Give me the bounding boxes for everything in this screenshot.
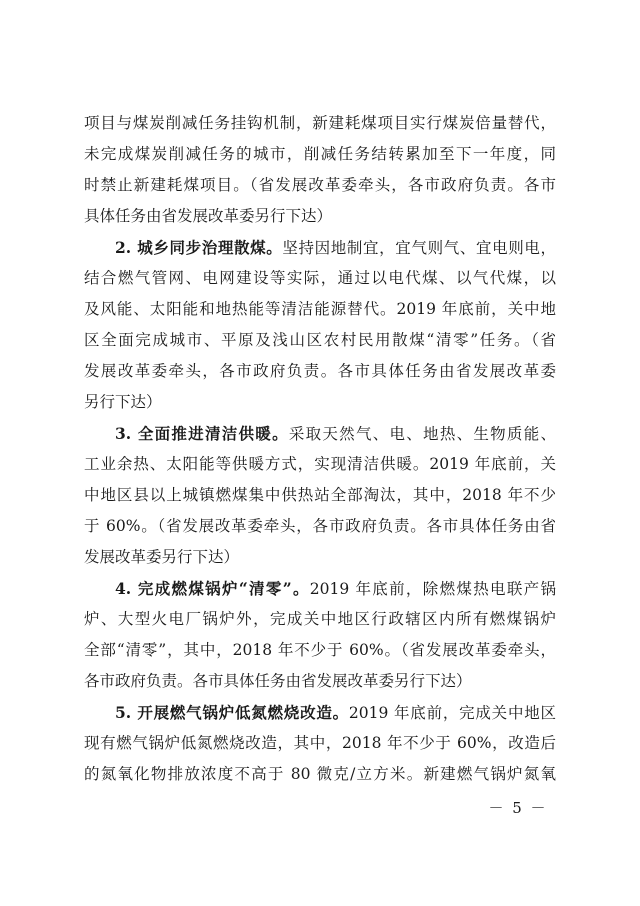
paragraph-first-line — [84, 573, 556, 604]
text-line: 的氮氧化物排放浓度不高于 80 微克/立方米。新建燃气锅炉氮氧 — [84, 765, 556, 783]
text-run: 2019 年底前，除燃煤热电联产锅 — [309, 580, 556, 598]
paragraph-coal-reduction — [84, 108, 556, 232]
paragraph-gas-boilers — [84, 697, 556, 790]
text-line: 现有燃气锅炉低氮燃烧改造，其中，2018 年不少于 60%，改造后 — [84, 734, 556, 752]
section-heading: 2. 城乡同步治理散煤。 — [115, 238, 283, 257]
text-run: 2019 年底前，完成关中地区 — [348, 704, 556, 722]
text-line: 中地区县以上城镇燃煤集中供热站全部淘汰，其中，2018 年不少 — [84, 486, 556, 504]
paragraph-clean-heating — [84, 418, 556, 573]
paragraph-coal-boilers — [84, 573, 556, 697]
text-line: 工业余热、太阳能等供暖方式，实现清洁供暖。2019 年底前，关 — [84, 455, 556, 473]
text-line: 发展改革委另行下达） — [84, 548, 240, 566]
text-line: 全部“清零”，其中，2018 年不少于 60%。（省发展改革委牵头， — [84, 641, 556, 659]
text-line: 区全面完成城市、平原及浅山区农村民用散煤“清零”任务。（省 — [84, 331, 556, 349]
text-line: 各市政府负责。各市具体任务由省发展改革委另行下达） — [84, 672, 472, 690]
text-run: 坚持因地制宜，宜气则气、宜电则电， — [282, 239, 556, 257]
paragraph-first-line — [84, 418, 556, 449]
text-line: 未完成煤炭削减任务的城市，削减任务结转累加至下一年度，同 — [84, 145, 556, 163]
text-line: 及风能、太阳能和地热能等清洁能源替代。2019 年底前，关中地 — [84, 300, 556, 318]
paragraph-first-line — [84, 697, 556, 728]
paragraph-first-line — [84, 232, 556, 263]
text-line: 具体任务由省发展改革委另行下达） — [84, 207, 333, 225]
section-heading: 5. 开展燃气锅炉低氮燃烧改造。 — [115, 703, 349, 722]
text-line: 项目与煤炭削减任务挂钩机制，新建耗煤项目实行煤炭倍量替代， — [84, 114, 556, 132]
text-line: 于 60%。（省发展改革委牵头，各市政府负责。各市具体任务由省 — [84, 517, 556, 535]
text-run: 采取天然气、电、地热、生物质能、 — [288, 425, 556, 443]
text-line: 发展改革委牵头，各市政府负责。各市具体任务由省发展改革委 — [84, 362, 556, 380]
text-line: 时禁止新建耗煤项目。（省发展改革委牵头，各市政府负责。各市 — [84, 176, 556, 194]
page-number: － 5 － — [488, 799, 548, 817]
text-line: 炉、大型火电厂锅炉外，完成关中地区行政辖区内所有燃煤锅炉 — [84, 610, 556, 628]
paragraph-scattered-coal — [84, 232, 556, 418]
section-heading: 3. 全面推进清洁供暖。 — [115, 424, 289, 443]
section-heading: 4. 完成燃煤锅炉“清零”。 — [115, 579, 310, 598]
text-line: 另行下达） — [84, 393, 162, 411]
text-line: 结合燃气管网、电网建设等实际，通过以电代煤、以气代煤，以 — [84, 269, 556, 287]
